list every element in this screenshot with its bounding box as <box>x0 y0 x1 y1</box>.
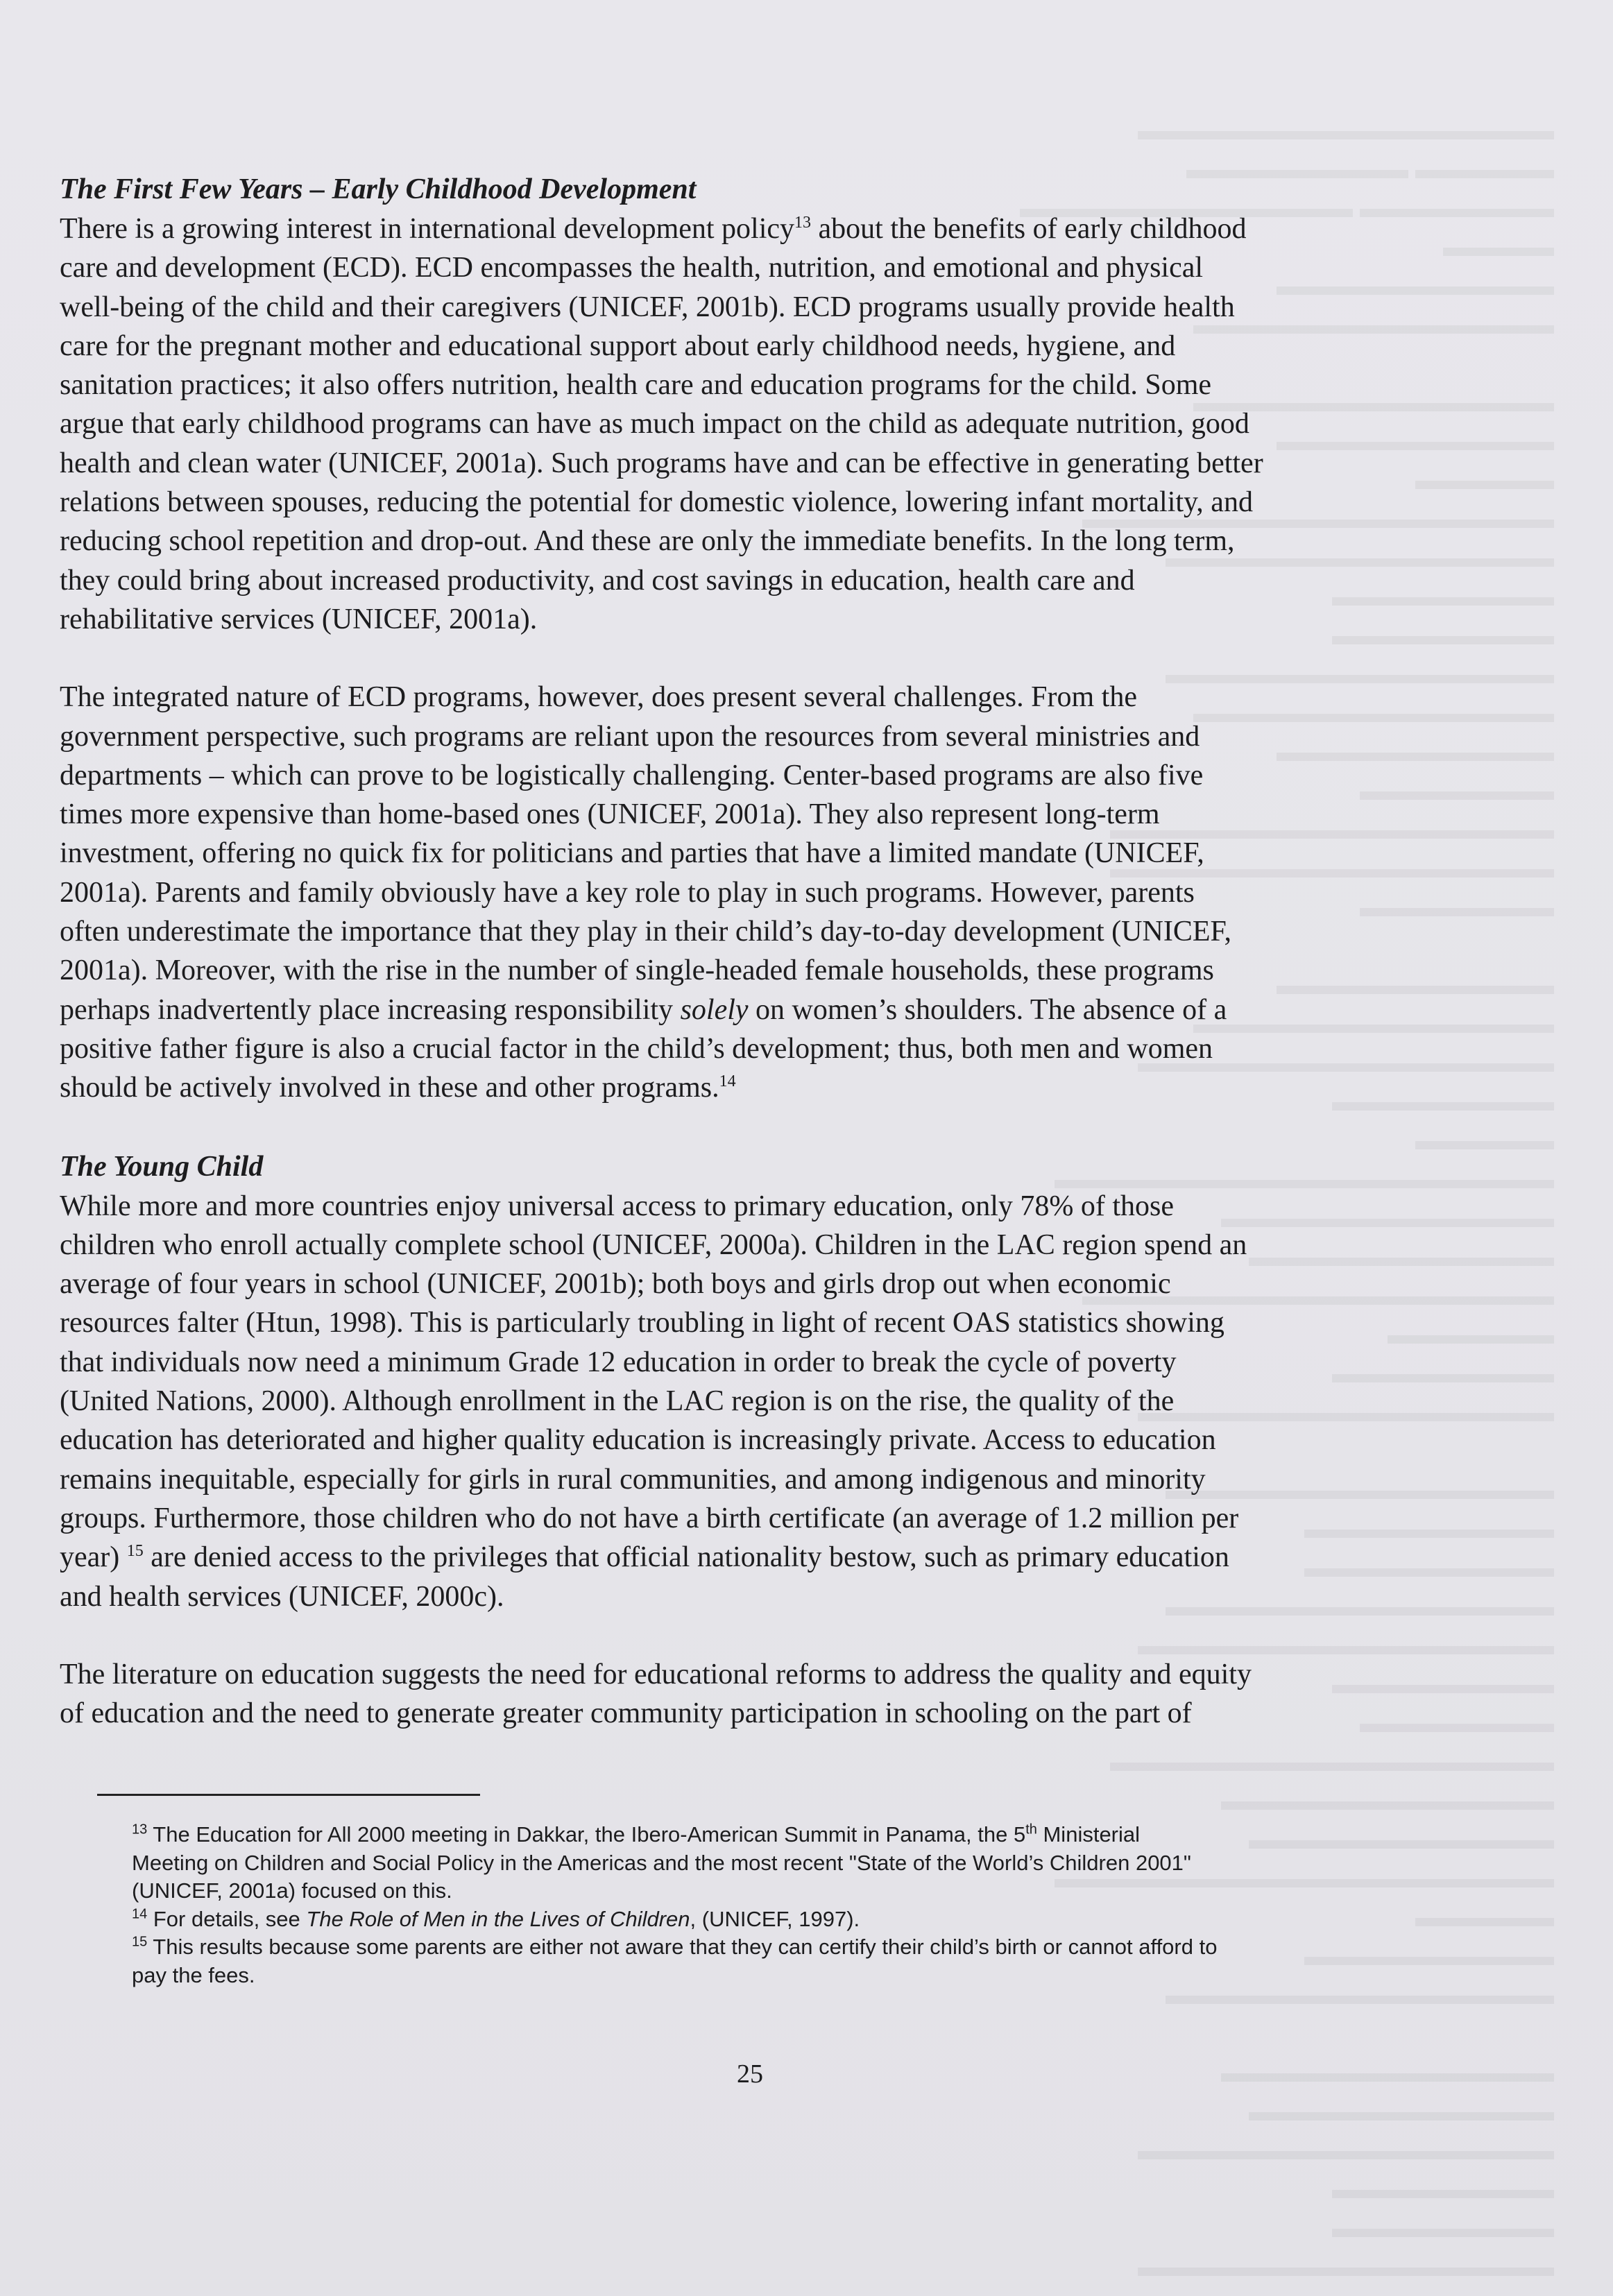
footnote-15: $^{15}$ This results because some parents are either not aware that they can certify their child’s birth or cannot afford to pay the fees. <box>132 1934 1218 1987</box>
footnote-ref-14[interactable]: 14 <box>719 1072 736 1091</box>
paragraph-ecd-challenges: The integrated nature of ECD programs, however, does present several challenges. From the government perspective, such programs are reliant upon the resources from several ministries and departments – which can prove to be logistically challenging. Center-based programs are also five times more expensive than home-based ones (UNICEF, 2001a). They also represent long-term investment, offering no quick fix for politicians and parties that have a limited mandate (UNICEF, 2001a). Parents and family obviously have a key role to play in such programs. However, parents often underestimate the importance that they play in their child’s day-to-day development (UNICEF, 2001a). Moreover, with the rise in the number of single-headed female households, these programs perhaps inadvertently place increasing responsibility solely on women’s shoulders. The absence of a positive father figure is also a crucial factor in the child’s development; thus, both men and women should be actively involved in these and other programs.$^{14}$ <box>60 681 1231 1104</box>
footnotes <box>132 1821 1436 1989</box>
footnote-14: $^{14}$ For details, see The Role of Men in the Lives of Children, (UNICEF, 1997). <box>132 1906 860 1931</box>
section-title-young-child: The Young Child <box>60 1150 264 1183</box>
footnote-ref-13[interactable]: 13 <box>794 214 812 232</box>
page-number: 25 <box>737 2059 763 2089</box>
paragraph-education-literature: The literature on education suggests the need for educational reforms to address the quality and equity of education and the need to generate greater community participation in schooling on the part of <box>60 1658 1252 1730</box>
paragraph-ecd-intro: There is a growing interest in international development policy$^{13}$ about the benefits of early childhood care and development (ECD). ECD encompasses the health, nutrition, and emotional and physical well-being of the child and their caregivers (UNICEF, 2001b). ECD programs usually provide health care for the pregnant mother and educational support about early childhood needs, hygiene, and sanitation practices; it also offers nutrition, health care and education programs for the child. Some argue that early childhood programs can have as much impact on the child as adequate nutrition, good health and clean water (UNICEF, 2001a). Such programs have and can be effective in generating better relations between spouses, reducing the potential for domestic violence, lowering infant mortality, and reducing school repetition and drop-out. And these are only the immediate benefits. In the long term, they could bring about increased productivity, and cost savings in education, health care and rehabilitative services (UNICEF, 2001a). <box>60 213 1263 635</box>
section-title-early-childhood: The First Few Years – Early Childhood Development <box>60 173 697 205</box>
footnote-divider <box>97 1794 480 1796</box>
footnote-ref-15[interactable]: 15 <box>126 1542 144 1561</box>
footnote-13: $^{13}$ The Education for All 2000 meeting in Dakkar, the Ibero-American Summit in Panama, the 5th Ministerial Meeting on Children and Social Policy in the Americas and the most recent "State of the World’s Children 2001" (UNICEF, 2001a) focused on this. <box>132 1822 1191 1903</box>
cited-title: The Role of Men in the Lives of Children <box>306 1906 690 1931</box>
emphasis-solely: solely <box>680 993 749 1026</box>
paragraph-young-child: While more and more countries enjoy universal access to primary education, only 78% of those children who enroll actually complete school (UNICEF, 2000a). Children in the LAC region spend an average of four years in school (UNICEF, 2001b); both boys and girls drop out when economic resources falter (Htun, 1998). This is particularly troubling in light of recent OAS statistics showing that individuals now need a minimum Grade 12 education in order to break the cycle of poverty (United Nations, 2000). Although enrollment in the LAC region is on the rise, the quality of the education has deteriorated and higher quality education is increasingly private. Access to education remains inequitable, especially for girls in rural communities, and among indigenous and minority groups. Furthermore, those children who do not have a birth certificate (an average of 1.2 million per year) $^{15}$ are denied access to the privileges that official nationality bestow, such as primary education and health services (UNICEF, 2000c). <box>60 1190 1247 1613</box>
main-text <box>60 169 1447 1733</box>
